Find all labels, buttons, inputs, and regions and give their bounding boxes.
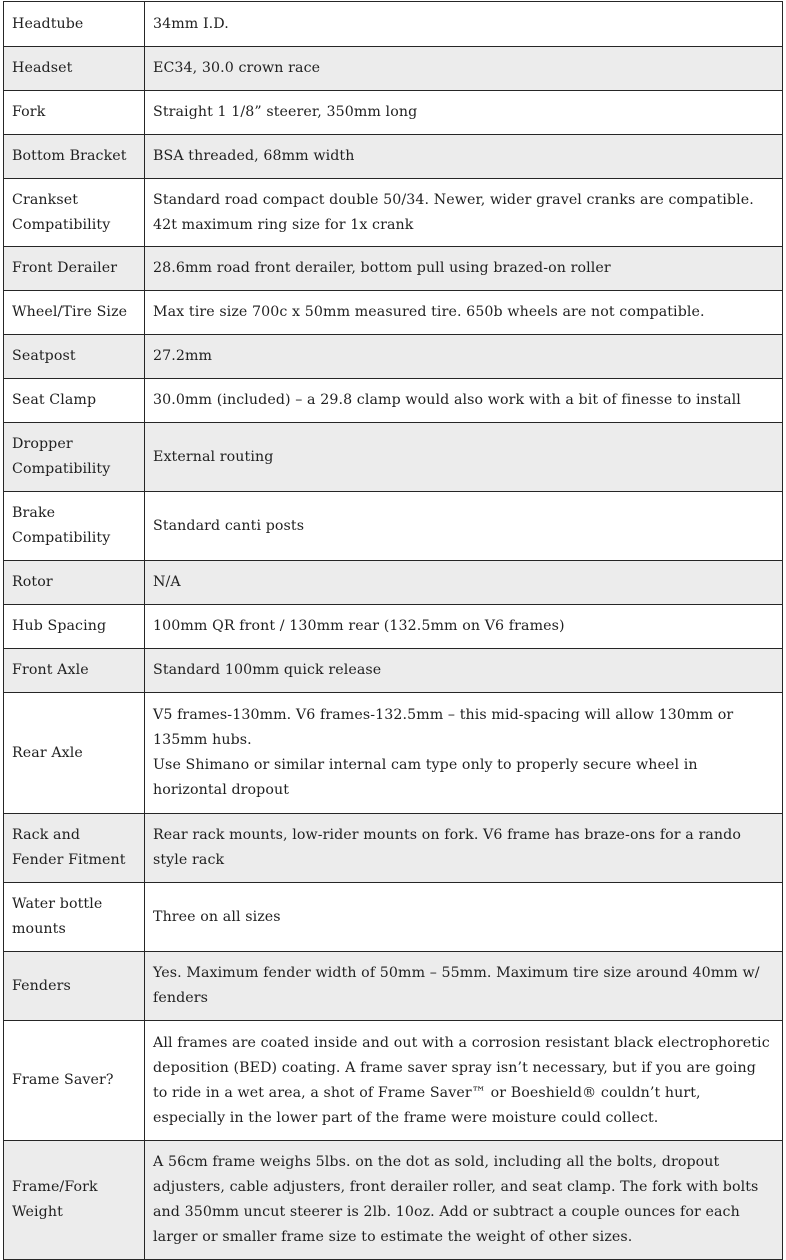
row-value: 34mm I.D. (145, 2, 783, 47)
table-row-water-bottle (4, 883, 783, 952)
row-value: Standard 100mm quick release (145, 649, 783, 693)
row-label: Hub Spacing (4, 605, 145, 649)
row-label: Front Derailer (4, 247, 145, 291)
table-row-dropper (4, 423, 783, 492)
table-row-rotor (4, 561, 783, 605)
row-value-continued: Use Shimano or similar internal cam type only to properly secure wheel in horizontal dropout (153, 757, 698, 798)
row-value: Standard canti posts (145, 492, 783, 561)
row-label: Frame Saver? (4, 1021, 145, 1141)
row-value: 30.0mm (included) – a 29.8 clamp would also work with a bit of finesse to install (145, 379, 783, 423)
row-value: External routing (145, 423, 783, 492)
row-label: Headtube (4, 2, 145, 47)
row-label: Frame/Fork Weight (4, 1141, 145, 1260)
table-row-seatpost (4, 335, 783, 379)
row-value: BSA threaded, 68mm width (145, 135, 783, 179)
row-label: Front Axle (4, 649, 145, 693)
row-value: 28.6mm road front derailer, bottom pull using brazed-on roller (145, 247, 783, 291)
row-value: 27.2mm (145, 335, 783, 379)
row-value: Straight 1 1/8” steerer, 350mm long (145, 91, 783, 135)
row-label: Crankset Compatibility (4, 179, 145, 247)
row-value: 100mm QR front / 130mm rear (132.5mm on V6 frames) (145, 605, 783, 649)
row-label: Rack and Fender Fitment (4, 814, 145, 883)
table-row-front-derailer (4, 247, 783, 291)
table-row-wheel-tire (4, 291, 783, 335)
spec-table-body (4, 2, 783, 1260)
row-value: N/A (145, 561, 783, 605)
table-row-brake (4, 492, 783, 561)
row-label: Dropper Compatibility (4, 423, 145, 492)
row-value-cell (145, 693, 783, 814)
table-row-fenders (4, 952, 783, 1021)
table-row-fork (4, 91, 783, 135)
row-value: EC34, 30.0 crown race (145, 47, 783, 91)
spec-table (3, 1, 783, 1260)
table-row-rear-axle (4, 693, 783, 814)
row-value: Max tire size 700c x 50mm measured tire. 650b wheels are not compatible. (145, 291, 783, 335)
row-value: Standard road compact double 50/34. Newer, wider gravel cranks are compatible. 42t maximum ring size for 1x crank (145, 179, 783, 247)
row-value: A 56cm frame weighs 5lbs. on the dot as sold, including all the bolts, dropout adjusters, cable adjusters, front derailer roller, and seat clamp. The fork with bolts and 350mm uncut steerer is 2lb. 10oz. Add or subtract a couple ounces for each larger or smaller frame size to estimate the weight of other sizes. (145, 1141, 783, 1260)
table-row-front-axle (4, 649, 783, 693)
row-value: Rear rack mounts, low-rider mounts on fork. V6 frame has braze-ons for a rando style rack (145, 814, 783, 883)
table-row-hub-spacing (4, 605, 783, 649)
row-label: Bottom Bracket (4, 135, 145, 179)
row-label: Water bottle mounts (4, 883, 145, 952)
table-row-seat-clamp (4, 379, 783, 423)
table-row-rack-fender (4, 814, 783, 883)
row-value: Three on all sizes (145, 883, 783, 952)
row-label: Seat Clamp (4, 379, 145, 423)
table-row-frame-fork-weight (4, 1141, 783, 1260)
row-label: Brake Compatibility (4, 492, 145, 561)
row-label: Wheel/Tire Size (4, 291, 145, 335)
row-value: V5 frames-130mm. V6 frames-132.5mm – this mid-spacing will allow 130mm or 135mm hubs. (153, 707, 734, 748)
row-label: Fork (4, 91, 145, 135)
row-label: Seatpost (4, 335, 145, 379)
row-value: Yes. Maximum fender width of 50mm – 55mm. Maximum tire size around 40mm w/ fenders (145, 952, 783, 1021)
row-label: Headset (4, 47, 145, 91)
row-label: Rotor (4, 561, 145, 605)
table-row-frame-saver (4, 1021, 783, 1141)
row-value: All frames are coated inside and out with a corrosion resistant black electrophoretic deposition (BED) coating. A frame saver spray isn’t necessary, but if you are going to ride in a wet area, a shot of Frame Saver™ or Boeshield® couldn’t hurt, especially in the lower part of the frame were moisture could collect. (145, 1021, 783, 1141)
table-row-bottom-bracket (4, 135, 783, 179)
row-label: Rear Axle (4, 693, 145, 814)
table-row-headset (4, 47, 783, 91)
table-row-crankset (4, 179, 783, 247)
table-row-headtube (4, 2, 783, 47)
row-label: Fenders (4, 952, 145, 1021)
